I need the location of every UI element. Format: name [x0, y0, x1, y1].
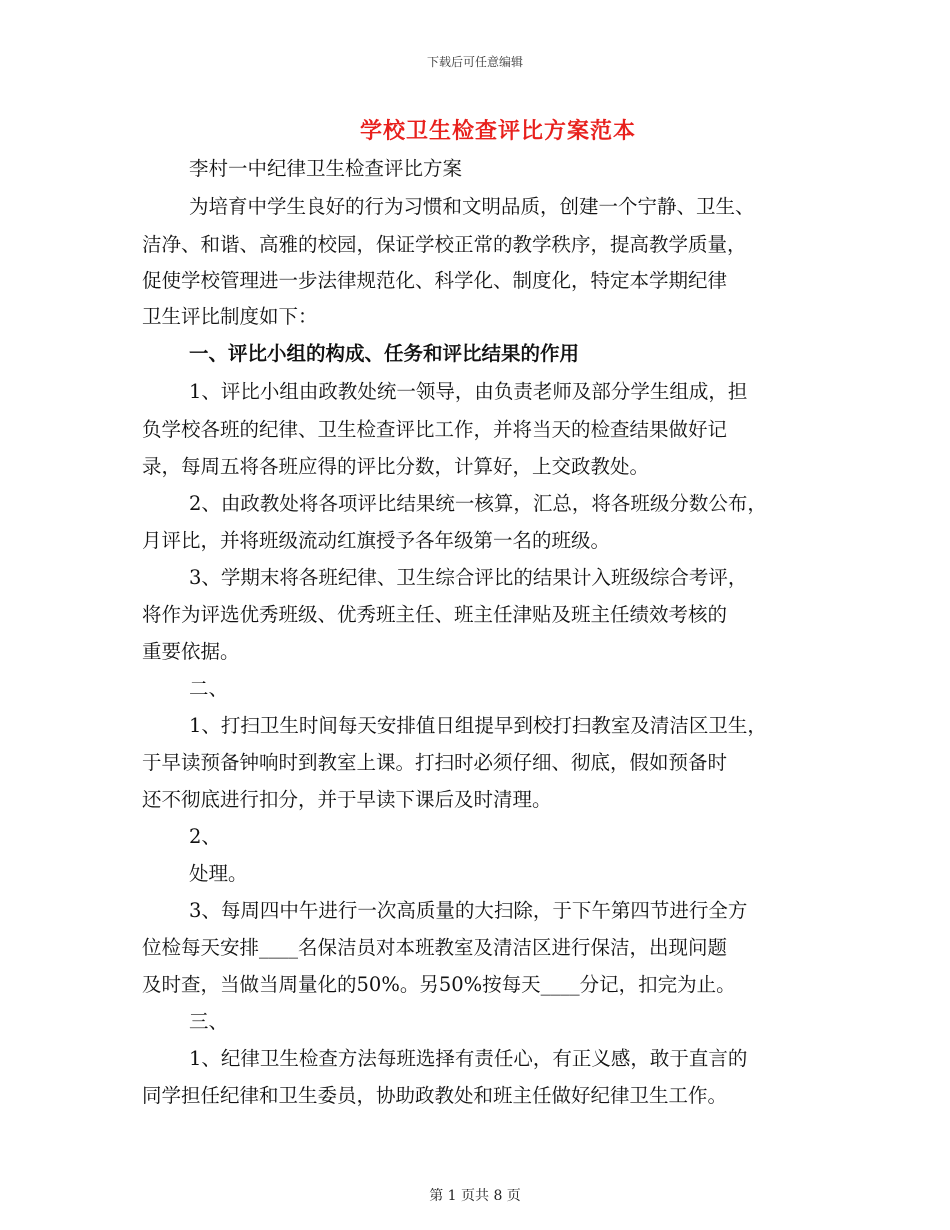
paragraph-line: 还不彻底进行扣分，并于早读下课后及时清理。 [142, 788, 552, 811]
section-heading-1: 一、评比小组的构成、任务和评比结果的作用 [189, 342, 580, 365]
paragraph-line: 3、每周四中午进行一次高质量的大扫除，于下午第四节进行全方 [189, 899, 748, 922]
paragraph-line: 2、由政教处将各项评比结果统一核算，汇总，将各班级分数公布， [189, 492, 767, 515]
paragraph-line: 及时查，当做当周量化的50%。另50%按每天____分记，扣完为止。 [142, 973, 736, 996]
paragraph-line: 2、 [189, 825, 221, 848]
paragraph-line: 1、打扫卫生时间每天安排值日组提早到校打扫教室及清洁区卫生， [189, 714, 767, 737]
paragraph-line: 洁净、和谐、高雅的校园，保证学校正常的教学秩序，提高教学质量， [142, 233, 747, 256]
subtitle-line: 李村一中纪律卫生检查评比方案 [189, 157, 463, 180]
paragraph-line: 1、纪律卫生检查方法每班选择有责任心，有正义感，敢于直言的 [189, 1047, 748, 1070]
paragraph-line: 录，每周五将各班应得的评比分数，计算好，上交政教处。 [142, 455, 650, 478]
paragraph-line: 将作为评选优秀班级、优秀班主任、班主任津贴及班主任绩效考核的 [142, 603, 728, 626]
paragraph-line: 月评比，并将班级流动红旗授予各年级第一名的班级。 [142, 529, 611, 552]
page-header: 下载后可任意编辑 [426, 55, 523, 69]
paragraph-line: 同学担任纪律和卫生委员，协助政教处和班主任做好纪律卫生工作。 [142, 1084, 728, 1107]
paragraph-line: 于早读预备钟响时到教室上课。打扫时必须仔细、彻底，假如预备时 [142, 751, 728, 774]
paragraph-line: 重要依据。 [142, 640, 240, 663]
paragraph-line: 1、评比小组由政教处统一领导，由负责老师及部分学生组成，担 [189, 380, 748, 403]
paragraph-line: 3、学期末将各班纪律、卫生综合评比的结果计入班级综合考评， [189, 566, 748, 589]
paragraph-line: 位检每天安排____名保洁员对本班教室及清洁区进行保洁，出现问题 [142, 936, 728, 959]
paragraph-line: 处理。 [189, 862, 248, 885]
paragraph-line: 卫生评比制度如下： [142, 305, 318, 328]
document-title: 学校卫生检查评比方案范本 [359, 118, 636, 144]
section-heading-2: 二、 [189, 677, 229, 700]
paragraph-line: 为培育中学生良好的行为习惯和文明品质，创建一个宁静、卫生、 [189, 195, 755, 218]
paragraph-line: 负学校各班的纪律、卫生检查评比工作，并将当天的检查结果做好记 [142, 418, 728, 441]
paragraph-line: 促使学校管理进一步法律规范化、科学化、制度化，特定本学期纪律 [142, 269, 728, 292]
section-heading-3: 三、 [189, 1010, 229, 1033]
page-footer: 第 1 页共 8 页 [429, 1188, 521, 1204]
